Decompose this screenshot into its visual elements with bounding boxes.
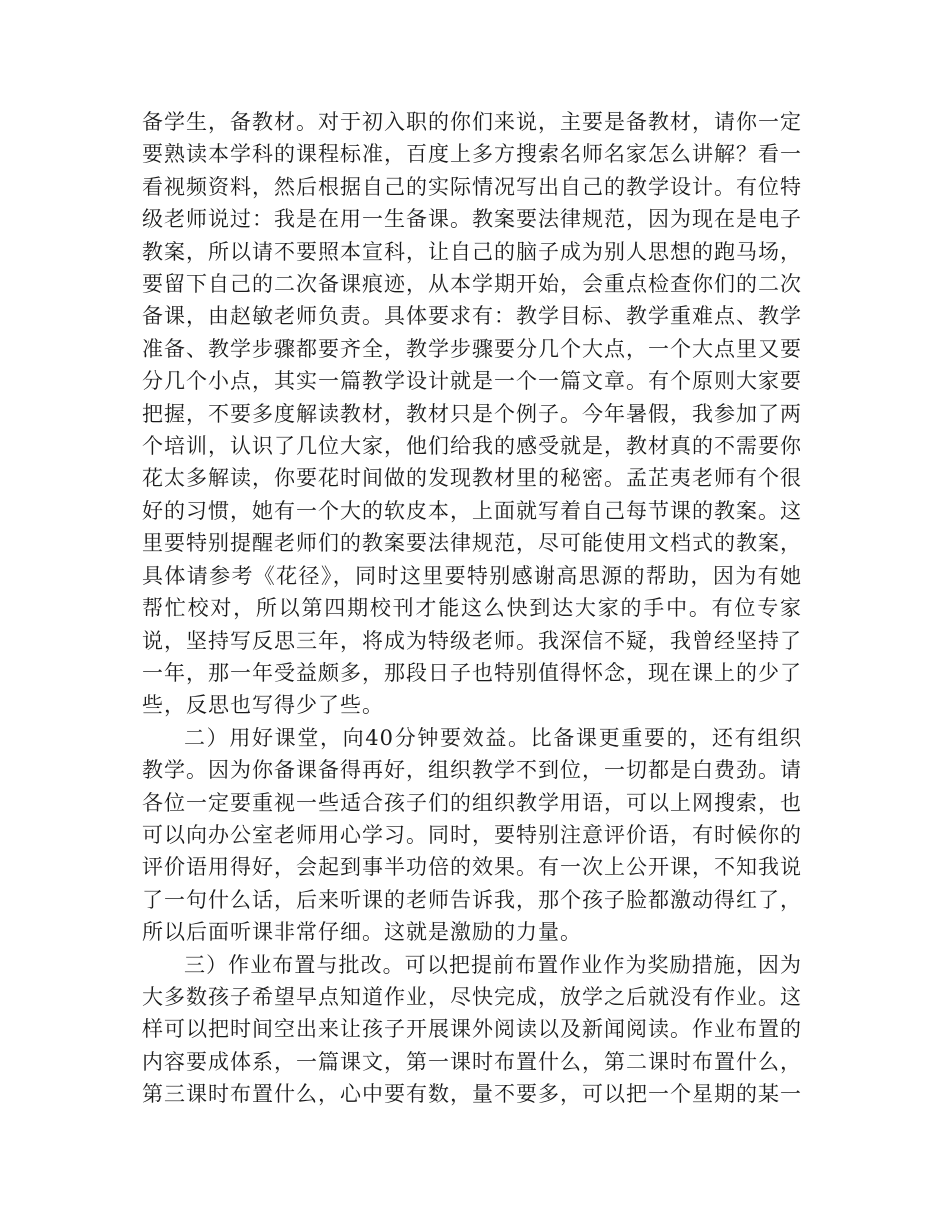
body-text: [142, 106, 802, 1111]
paragraph-continuation: 备学生，备教材。对于初入职的你们来说，主要是备教材，请你一定要熟读本学科的课程标准，百度上多方搜索名师名家怎么讲解？看一看视频资料，然后根据自己的实际情况写出自己的教学设计。有位特级老师说过：我是在用一生备课。教案要法律规范，因为现在是电子教案，所以请不要照本宣科，让自己的脑子成为别人思想的跑马场，要留下自己的二次备课痕迹，从本学期开始，会重点检查你们的二次备课，由赵敏老师负责。具体要求有：教学目标、教学重难点、教学准备、教学步骤都要齐全，教学步骤要分几个大点，一个大点里又要分几个小点，其实一篇教学设计就是一个一篇文章。有个原则大家要把握，不要多度解读教材，教材只是个例子。今年暑假，我参加了两个培训，认识了几位大家，他们给我的感受就是，教材真的不需要你花太多解读，你要花时间做的发现教材里的秘密。孟芷夷老师有个很好的习惯，她有一个大的软皮本，上面就写着自己每节课的教案。这里要特别提醒老师们的教案要法律规范，尽可能使用文档式的教案，具体请参考《花径》，同时这里要特别感谢高思源的帮助，因为有她帮忙校对，所以第四期校刊才能这么快到达大家的手中。有位专家说，坚持写反思三年，将成为特级老师。我深信不疑，我曾经坚持了一年，那一年受益颇多，那段日子也特别值得怀念，现在课上的少了些，反思也写得少了些。: [142, 110, 802, 718]
paragraph-section-2: 二）用好课堂，向40分钟要效益。比备课更重要的，还有组织教学。因为你备课备得再好，组织教学不到位，一切都是白费劲。请各位一定要重视一些适合孩子们的组织教学用语，可以上网搜索，也可以向办公室老师用心学习。同时，要特别注意评价语，有时候你的评价语用得好，会起到事半功倍的效果。有一次上公开课，不知我说了一句什么话，后来听课的老师告诉我，那个孩子脸都激动得红了，所以后面听课非常仔细。这就是激励的力量。: [142, 725, 802, 945]
paragraph-section-3: 三）作业布置与批改。可以把提前布置作业作为奖励措施，因为大多数孩子希望早点知道作业，尽快完成，放学之后就没有作业。这样可以把时间空出来让孩子开展课外阅读以及新闻阅读。作业布置的内容要成体系，一篇课文，第一课时布置什么，第二课时布置什么，第三课时布置什么，心中要有数，量不要多，可以把一个星期的某一: [142, 952, 802, 1107]
